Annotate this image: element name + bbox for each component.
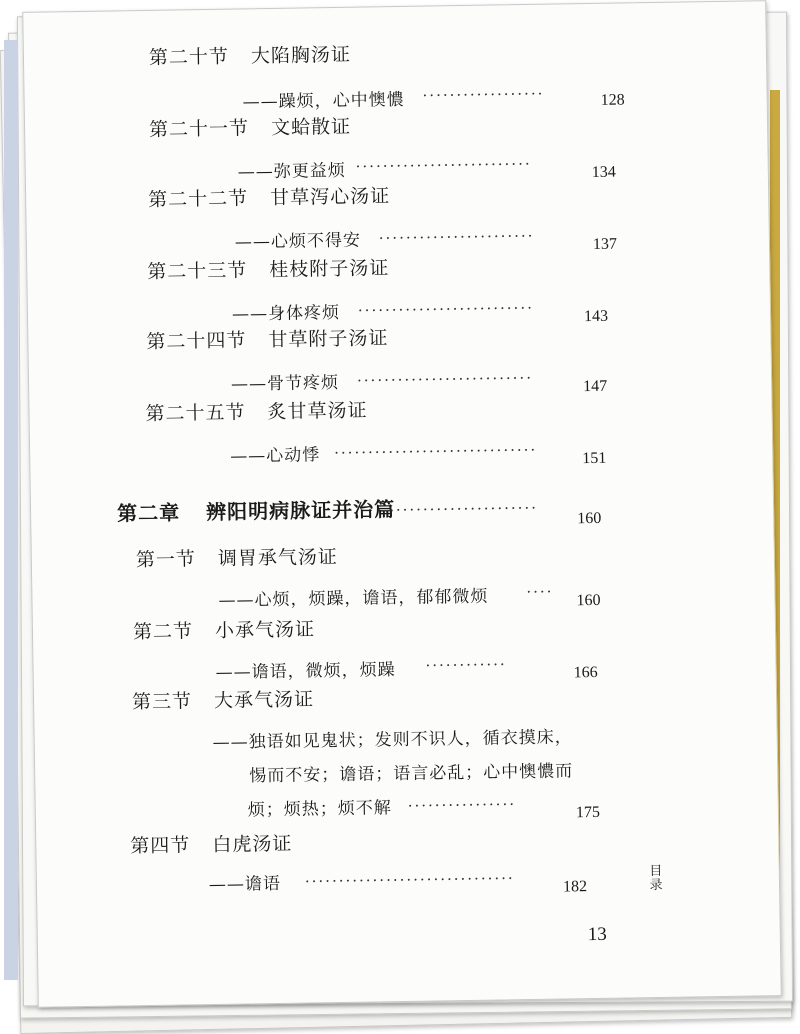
leader-dots: ···· (526, 582, 554, 602)
toc-chapter-2 (117, 493, 395, 526)
section-title: 桂枝附子汤证 (269, 257, 390, 282)
toc-subtitle-25: ——心动悸 (230, 445, 321, 467)
toc-section-25 (145, 396, 367, 426)
section-number: 第四节 (130, 834, 191, 858)
section-title: 甘草泻心汤证 (270, 185, 391, 210)
toc-subtitle-ch-3-line2: 惕而不安；谵语；语言必乱；心中懊憹而 (249, 761, 574, 787)
leader-dots: ·························· (356, 368, 534, 390)
toc-section-24 (146, 323, 388, 354)
leader-dots: ······················· (378, 226, 535, 248)
section-number: 第二十一节 (148, 117, 250, 141)
toc-subtitle-ch-4: ——谵语 (208, 873, 282, 896)
section-title: 白虎汤证 (212, 832, 293, 857)
section-title: 调胃承气汤证 (217, 546, 339, 570)
section-number: 第二十三节 (147, 259, 248, 283)
leader-dots: ·························· (357, 298, 535, 320)
page-ref-ch-1: 160 (576, 591, 601, 610)
page-ref-20: 128 (600, 91, 625, 109)
page-edge-blue (4, 40, 18, 980)
toc-section-20 (149, 40, 351, 70)
section-title: 小承气汤证 (214, 618, 316, 642)
toc-chapter-section-4 (130, 829, 292, 859)
page-ref-25: 151 (582, 449, 607, 468)
section-number: 第二十四节 (146, 329, 247, 353)
page-ref-22: 137 (592, 235, 618, 253)
toc-section-23 (147, 253, 389, 284)
section-title: 炙甘草汤证 (267, 399, 368, 424)
toc-subtitle-22: ——心烦不得安 (234, 230, 362, 253)
chapter-number: 第二章 (116, 500, 181, 526)
toc-subtitle-ch-3-line1: ——独语如见鬼状；发则不识人，循衣摸床， (212, 727, 573, 754)
chapter-title: 辨阳明病脉证并治篇 (205, 497, 396, 525)
section-title: 大承气汤证 (213, 688, 315, 712)
toc-subtitle-20: ——躁烦，心中懊憹 (242, 89, 405, 113)
leader-dots: ·················· (422, 84, 545, 105)
page-ref-24: 147 (583, 377, 608, 396)
toc-subtitle-ch-2: ——谵语，微烦，烦躁 (215, 660, 396, 683)
section-number: 第二十节 (148, 45, 230, 69)
side-label-contents: 目录 (649, 863, 663, 894)
toc-subtitle-ch-1: ——心烦，烦躁，谵语，郁郁微烦 (218, 586, 489, 611)
toc-subtitle-ch-3-line3: 烦；烦热；烦不解 (247, 798, 392, 821)
leader-dots: ················ (407, 795, 517, 815)
section-number: 第三节 (131, 690, 193, 714)
leader-dots: ······························· (304, 869, 515, 891)
toc-chapter-section-2 (133, 614, 315, 644)
page-ref-ch-4: 182 (562, 878, 588, 896)
toc-subtitle-24: ——骨节疼烦 (230, 372, 340, 395)
toc-section-22 (148, 181, 390, 212)
leader-dots: ······························ (334, 440, 538, 463)
section-title: 文蛤散证 (270, 115, 352, 140)
section-number: 第一节 (135, 548, 197, 572)
section-number: 第二十二节 (148, 187, 249, 211)
toc-subtitle-21: ——弥更益烦 (237, 160, 346, 183)
section-number: 第二节 (132, 620, 194, 644)
section-number: 第二十五节 (145, 401, 246, 426)
page-ref-ch-3: 175 (575, 803, 601, 822)
toc-subtitle-23: ——身体疼烦 (231, 302, 341, 325)
toc-chapter-section-1 (136, 542, 338, 572)
page-ref-chapter-2: 160 (577, 509, 602, 528)
page-ref-23: 143 (583, 307, 609, 326)
toc-chapter-section-3 (132, 684, 314, 714)
page-number: 13 (587, 923, 607, 946)
section-title: 甘草附子汤证 (268, 327, 389, 352)
toc-page (22, 0, 782, 1008)
page-ref-ch-2: 166 (573, 663, 598, 682)
leader-dots: ······················ (388, 498, 539, 520)
leader-dots: ·························· (355, 154, 532, 176)
toc-section-21 (149, 112, 351, 142)
page-ref-21: 134 (591, 163, 616, 181)
section-title: 大陷胸汤证 (250, 43, 352, 68)
leader-dots: ············ (425, 655, 507, 675)
